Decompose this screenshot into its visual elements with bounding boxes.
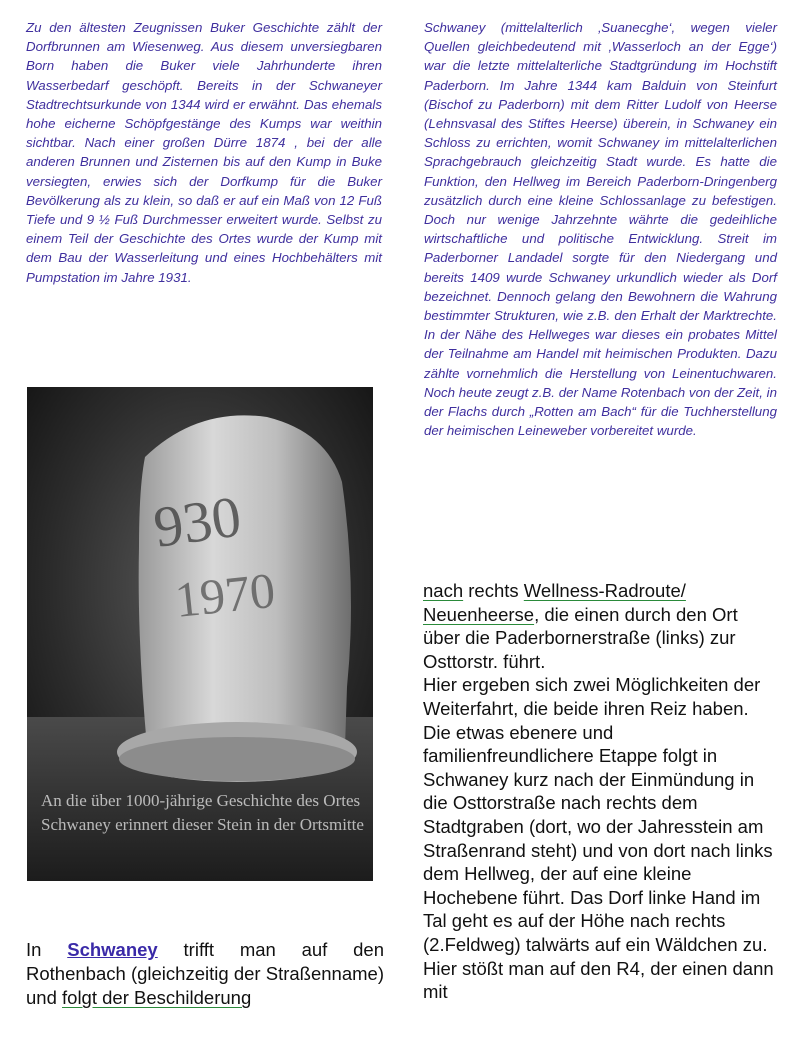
route-paragraph-3: Die etwas ebenere und familienfreundlichere Etappe folgt in Schwaney kurz nach der Einmündung in die Osttorstraße nach rechts dem Stadtgraben (dort, wo der Jahresstein am Straßenrand steht) und von dort nach links dem Hellweg, der auf eine kleine Hochebene führt. Das Dorf linke Hand im Tal geht es auf der Höhe nach rechts (2.Feldweg) talwärts auf ein Wäldchen zu. Hier stößt man auf den R4, der einen dann mit	[423, 721, 774, 1003]
schwaney-history-text	[424, 18, 777, 440]
follow-signs-link[interactable]: folgt der Beschilderung	[62, 987, 252, 1008]
stone-photo	[27, 387, 373, 881]
route-paragraph-2: Hier ergeben sich zwei Möglichkeiten der Weiterfahrt, die beide ihren Reiz haben.	[423, 674, 761, 719]
route-sentence-1-rest: , die einen durch den Ort über die Paderbornerstraße (links) zur Osttorstr. führt.	[423, 603, 738, 672]
photo-caption: An die über 1000-jährige Geschichte des Ortes Schwaney erinnert dieser Stein in der Ortsmitte	[41, 791, 364, 834]
bottom-left-paragraph	[26, 938, 384, 1010]
stone-inscription-bottom: 1970	[172, 561, 278, 628]
schwaney-route-intro	[26, 938, 384, 1010]
schwaney-link[interactable]: Schwaney	[67, 939, 158, 960]
route-paragraph-1	[423, 579, 779, 673]
bottom-middle: trifft man auf den Rothenbach (gleichzeitig der Straßenname) und	[26, 939, 384, 1008]
dorfbrunnen-paragraph: Zu den ältesten Zeugnissen Buker Geschichte zählt der Dorfbrunnen am Wiesenweg. Aus diesem unversiegbaren Born haben die Buker viele Jahrhunderte ihren Wasserbedarf geschöpft. Bereits in der Schwaneyer Stadtrechtsurkunde von 1344 wird er erwähnt. Das ehemals hohe eicherne Schöpfgestänge des Kumps war weithin sichtbar. Nach einer großen Dürre 1874 , bei der alle anderen Brunnen und Zisternen bis auf den Kump in Buke versiegten, erwies sich der Dorfkump für die Buker Bevölkerung als zu klein, so daß er auf ein Maß von 12 Fuß Tiefe und 9 ½ Fuß Durchmesser erweitert wurde. Selbst zu einem Teil der Geschichte des Ortes wurde der Kump mit dem Bau der Wasserleitung und eines Hochbehälters mit Pumpstation im Jahre 1931.	[26, 20, 382, 285]
stone-inscription-top: 930	[149, 483, 245, 560]
bottom-prefix: In	[26, 939, 68, 960]
route-intro-word: nach	[423, 580, 464, 601]
route-description	[423, 579, 779, 1004]
route-intro-rest: rechts	[463, 580, 524, 601]
route-name-link[interactable]: Wellness-Radroute/ Neuenheerse	[423, 580, 686, 625]
buker-history-text	[26, 18, 382, 287]
schwaney-paragraph: Schwaney (mittelalterlich ‚Suanecghe‘, wegen vieler Quellen gleichbedeutend mit ‚Wasserloch an der Egge‘) war die letzte mittelalterliche Stadtgründung im Hochstift Paderborn. Im Jahre 1344 kam Balduin von Steinfurt (Bischof zu Paderborn) mit dem Ritter Ludolf von Heerse (Lehnsvasal des Stiftes Heerse) überein, in Schwaney ein Schloss zu errichten, womit Schwaney im mittelalterlichen Sprachgebrauch gleichzeitig Stadt wurde. Es hatte die Funktion, den Hellweg im Bereich Paderborn-Dringenberg zusätzlich durch eine kleine Schlossanlage zu befestigen. Doch nur wenige Jahrzehnte währte die gedeihliche wirtschaftliche und politische Entwicklung. Streit im Paderborner Landadel sorgte für den Niedergang und bereits 1409 wurde Schwaney urkundlich wieder als Dorf bezeichnet. Dennoch gelang den Bewohnern die Wahrung bestimmter Strukturen, wie z.B. den Erhalt der Marktrechte. In der Nähe des Hellweges war dieses ein probates Mittel der Teilnahme am Handel mit heimischen Produkten. Dazu zählte vornehmlich die Herstellung von Leinentuchwaren. Noch heute zeugt z.B. der Name Rotenbach von der Zeit, in der Flachs durch „Rotten am Bach“ für die Tuchherstellung der heimischen Leineweber vorbereitet wurde.	[424, 20, 777, 439]
